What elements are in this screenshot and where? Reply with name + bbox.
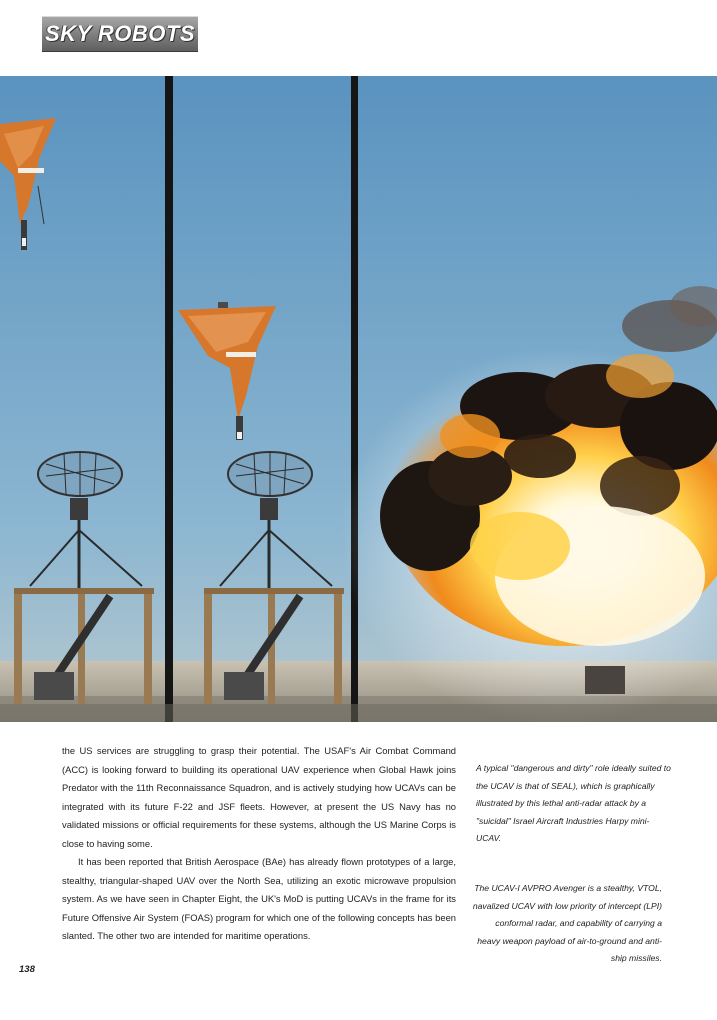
- article-body: [62, 742, 456, 946]
- photo-caption-harpy: A typical "dangerous and dirty" role ideally suited to the UCAV is that of SEAL), which is graphically illustrated by this lethal anti-radar attack by a "suicidal" Israel Aircraft Industries Harpy mini-UCAV.: [476, 763, 671, 843]
- panel-divider: [351, 76, 358, 722]
- running-title: SKY ROBOTS: [44, 21, 196, 46]
- body-paragraph: It has been reported that British Aerospace (BAe) has already flown prototypes of a large, stealthy, triangular-shaped UAV over the North Sea, utilizing an exotic microwave propulsion system. As we have seen in Chapter Eight, the UK's MoD is putting UCAVs in the frame for its Future Offensive Air System (FOAS) program for which one of the following concepts has been slanted. The other two are intended for maritime operations.: [62, 856, 456, 941]
- body-paragraph: the US services are struggling to grasp their potential. The USAF's Air Combat Command (ACC) is looking forward to building its operational UAV experience when Global Hawk joins Predator with the 11th Reconnaissance Squadron, and is actively studying how UCAVs can be integrated with its future F-22 and JSF fleets. However, at present the US Navy has no validated missions or official requirements for these systems, although the US Marine Corps is close to having some.: [62, 745, 456, 849]
- running-title-badge: [42, 16, 198, 52]
- panel-divider: [165, 76, 173, 722]
- page-number: 138: [19, 964, 35, 975]
- photo-caption-avenger: The UCAV-I AVPRO Avenger is a stealthy, VTOL, navalized UCAV with low priority of intercept (LPI) conformal radar, and capability of carrying a heavy weapon payload of air-to-ground and anti-ship missiles.: [472, 883, 662, 963]
- harpy-attack-photo-sequence: [0, 76, 717, 722]
